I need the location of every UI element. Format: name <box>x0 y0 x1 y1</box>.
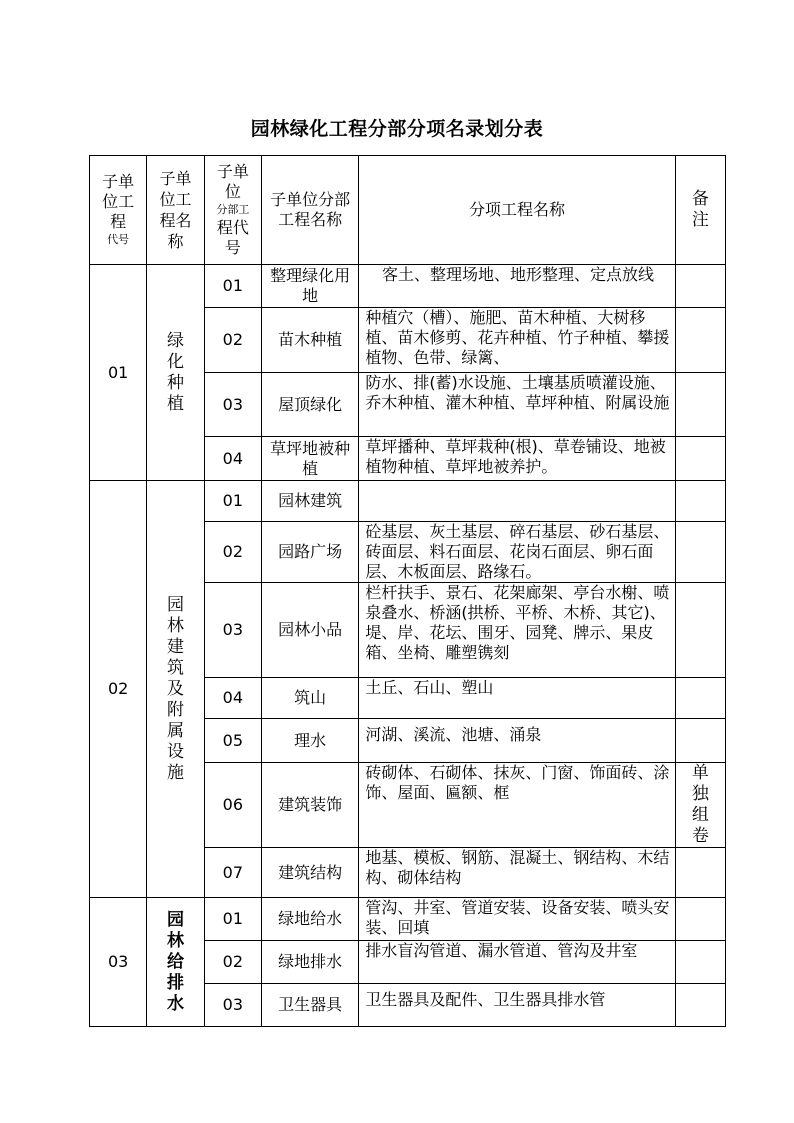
division-code: 01 <box>204 898 261 941</box>
remark-cell <box>675 373 725 437</box>
division-code: 02 <box>204 308 261 373</box>
item-names: 防水、排(蓄)水设施、土壤基质喷灌设施、乔木种植、灌木种植、草坪种植、附属设施 <box>359 373 675 437</box>
remark-cell <box>675 848 725 898</box>
division-name: 屋顶绿化 <box>262 373 359 437</box>
header-sub-unit-name <box>147 156 204 265</box>
division-code: 02 <box>204 941 261 984</box>
division-name: 绿地给水 <box>262 898 359 941</box>
division-name: 园路广场 <box>262 522 359 583</box>
remark-cell <box>675 678 725 719</box>
remark-cell <box>675 522 725 583</box>
division-name: 苗木种植 <box>262 308 359 373</box>
item-names: 土丘、石山、塑山 <box>359 678 675 719</box>
header-sub-unit-code <box>90 156 147 265</box>
group-name <box>147 265 204 481</box>
header-division-code-bot: 程代号 <box>216 218 249 257</box>
division-name: 园林建筑 <box>262 481 359 522</box>
division-name: 建筑装饰 <box>262 763 359 848</box>
header-division-name-line2: 工程名称 <box>278 210 343 229</box>
division-code: 02 <box>204 522 261 583</box>
header-sub-unit-code-sub: 代号 <box>107 233 130 246</box>
division-name-text: 草坪地被种植 <box>270 438 351 478</box>
division-code: 06 <box>204 763 261 848</box>
group-name <box>147 481 204 898</box>
remark-cell <box>675 941 725 984</box>
header-division-name-line1: 子单位分部 <box>270 190 351 209</box>
item-names: 河湖、溪流、池塘、涌泉 <box>359 719 675 763</box>
item-names: 排水盲沟管道、漏水管道、管沟及井室 <box>359 941 675 984</box>
division-code: 03 <box>204 984 261 1027</box>
header-division-code <box>204 156 261 265</box>
item-names: 管沟、井室、管道安装、设备安装、喷头安装、回填 <box>359 898 675 941</box>
division-code: 01 <box>204 481 261 522</box>
page-title: 园林绿化工程分部分项名录划分表 <box>250 118 544 140</box>
remark-cell <box>675 481 725 522</box>
division-name: 绿地排水 <box>262 941 359 984</box>
remark-cell <box>675 308 725 373</box>
header-division-name <box>262 156 359 265</box>
item-names: 草坪播种、草坪栽种(根)、草卷铺设、地被植物种植、草坪地被养护。 <box>359 437 675 481</box>
header-sub-unit-code-label: 子单位工程 <box>102 172 135 231</box>
division-code: 03 <box>204 583 261 678</box>
remark-text: 单独组卷 <box>691 763 709 846</box>
item-names: 种植穴（槽）、施肥、苗木种植、大树移植、苗木修剪、花卉种植、竹子种植、攀援植物、色带、绿篱、 <box>359 308 675 373</box>
group-name-text: 绿化种植 <box>167 330 185 414</box>
division-name: 卫生器具 <box>262 984 359 1027</box>
group-code: 03 <box>90 898 147 1027</box>
group-code: 01 <box>90 265 147 481</box>
remark-cell <box>675 265 725 308</box>
division-code: 01 <box>204 265 261 308</box>
division-name: 园林小品 <box>262 583 359 678</box>
division-code: 04 <box>204 678 261 719</box>
division-name-text: 整理绿化用地 <box>270 266 351 305</box>
item-names: 砼基层、灰土基层、碎石基层、砂石基层、砖面层、料石面层、花岗石面层、卵石面层、木板面层、路缘石。 <box>359 522 675 583</box>
group-name-text: 园林给排水 <box>167 909 185 1014</box>
remark-cell <box>675 984 725 1027</box>
division-name: 建筑结构 <box>262 848 359 898</box>
division-name <box>262 437 359 481</box>
item-names: 砖砌体、石砌体、抹灰、门窗、饰面砖、涂饰、屋面、匾额、框 <box>359 763 675 848</box>
table-row <box>90 898 726 941</box>
remark-cell <box>675 898 725 941</box>
header-sub-unit-name-label: 子单位工程名称 <box>159 169 192 251</box>
header-division-code-top: 子单位 <box>216 162 249 201</box>
remark-cell <box>675 763 725 848</box>
division-code: 03 <box>204 373 261 437</box>
division-name: 理水 <box>262 719 359 763</box>
remark-cell <box>675 583 725 678</box>
division-table <box>89 155 726 1027</box>
remark-cell <box>675 719 725 763</box>
group-code: 02 <box>90 481 147 898</box>
remark-cell <box>675 437 725 481</box>
item-names: 地基、模板、钢筋、混凝土、钢结构、木结构、砌体结构 <box>359 848 675 898</box>
division-name <box>262 265 359 308</box>
division-code: 07 <box>204 848 261 898</box>
table-row <box>90 265 726 308</box>
header-row <box>90 156 726 265</box>
group-name <box>147 898 204 1027</box>
group-name-text: 园林建筑及附属设施 <box>167 594 185 783</box>
item-names: 客土、整理场地、地形整理、定点放线 <box>359 265 675 308</box>
item-names <box>359 481 675 522</box>
table-row <box>90 481 726 522</box>
header-division-code-mid: 分部工 <box>216 203 250 216</box>
header-remark-label: 备注 <box>691 189 709 230</box>
header-item-name: 分项工程名称 <box>359 156 675 265</box>
header-remark <box>675 156 725 265</box>
division-code: 05 <box>204 719 261 763</box>
division-code: 04 <box>204 437 261 481</box>
item-names: 栏杆扶手、景石、花架廊架、亭台水榭、喷泉叠水、桥涵(拱桥、平桥、木桥、其它)、堤、岸、花坛、围牙、园凳、牌示、果皮箱、坐椅、雕塑镌刻 <box>359 583 675 678</box>
division-name: 筑山 <box>262 678 359 719</box>
item-names: 卫生器具及配件、卫生器具排水管 <box>359 984 675 1027</box>
